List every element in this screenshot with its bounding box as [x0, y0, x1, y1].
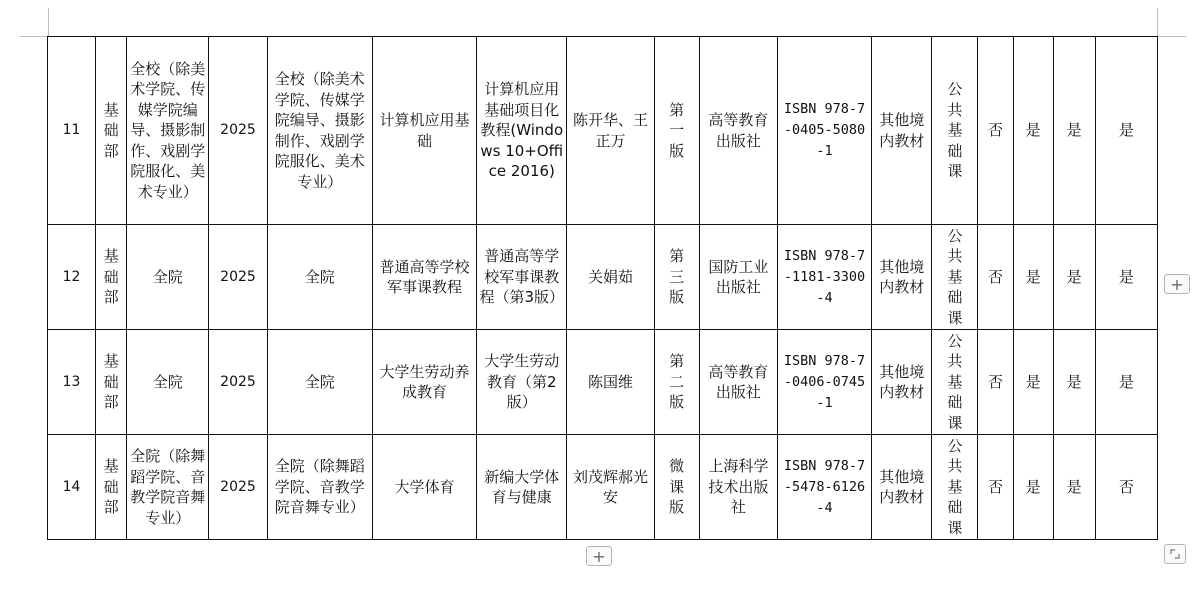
cell-category: 公共基础课	[947, 80, 963, 181]
table-row	[48, 225, 1158, 330]
cell-publisher: 上海科学技术出版社	[699, 435, 777, 540]
resize-corner-icon	[1169, 548, 1181, 560]
cell-no: 14	[48, 435, 96, 540]
cell-type: 其他境内教材	[872, 330, 932, 435]
cell-publisher: 高等教育出版社	[699, 37, 777, 225]
cell-flag-1: 否	[978, 435, 1013, 540]
cell-category: 公共基础课	[947, 226, 963, 327]
cell-flag-3: 是	[1053, 37, 1095, 225]
cell-applicable: 全院（除舞蹈学院、音教学院音舞专业）	[267, 435, 372, 540]
cell-year: 2025	[209, 225, 267, 330]
cell-flag-4: 是	[1095, 330, 1157, 435]
cell-isbn: ISBN 978-7-1181-3300-4	[777, 225, 871, 330]
cell-scope: 全院（除舞蹈学院、音教学院音舞专业）	[127, 435, 209, 540]
cell-scope: 全院	[127, 225, 209, 330]
cell-isbn: ISBN 978-7-0406-0745-1	[777, 330, 871, 435]
cell-applicable: 全校（除美术学院、传媒学院编导、摄影制作、戏剧学院服化、美术专业）	[267, 37, 372, 225]
page-corner-mark-top-right	[1157, 8, 1186, 37]
cell-dept: 基础部	[103, 457, 119, 517]
cell-year: 2025	[209, 37, 267, 225]
table-row	[48, 330, 1158, 435]
cell-publisher: 高等教育出版社	[699, 330, 777, 435]
plus-icon: +	[1170, 275, 1184, 294]
cell-year: 2025	[209, 330, 267, 435]
cell-applicable: 全院	[267, 330, 372, 435]
cell-textbook: 新编大学体育与健康	[477, 435, 567, 540]
cell-flag-1: 否	[978, 37, 1013, 225]
cell-no: 13	[48, 330, 96, 435]
cell-textbook: 计算机应用基础项目化教程(Windows 10+Office 2016)	[477, 37, 567, 225]
add-row-button[interactable]	[586, 546, 612, 566]
cell-course: 计算机应用基础	[372, 37, 476, 225]
cell-scope: 全院	[127, 330, 209, 435]
cell-course: 大学体育	[372, 435, 476, 540]
cell-flag-3: 是	[1053, 330, 1095, 435]
cell-edition: 第一版	[669, 100, 685, 160]
cell-type: 其他境内教材	[872, 435, 932, 540]
add-column-button[interactable]	[1164, 274, 1190, 294]
cell-authors: 关娟茹	[567, 225, 654, 330]
cell-authors: 陈国维	[567, 330, 654, 435]
cell-flag-2: 是	[1013, 37, 1053, 225]
cell-textbook: 大学生劳动教育（第2版）	[477, 330, 567, 435]
cell-course: 大学生劳动养成教育	[372, 330, 476, 435]
cell-dept: 基础部	[103, 247, 119, 307]
cell-textbook: 普通高等学校军事课教程（第3版）	[477, 225, 567, 330]
cell-dept: 基础部	[103, 352, 119, 412]
cell-dept: 基础部	[103, 100, 119, 160]
textbook-table	[47, 36, 1158, 540]
cell-publisher: 国防工业出版社	[699, 225, 777, 330]
cell-isbn: ISBN 978-7-5478-6126-4	[777, 435, 871, 540]
cell-flag-2: 是	[1013, 225, 1053, 330]
cell-isbn: ISBN 978-7-0405-5080-1	[777, 37, 871, 225]
cell-edition: 微课版	[669, 457, 685, 517]
cell-flag-1: 否	[978, 330, 1013, 435]
cell-flag-2: 是	[1013, 435, 1053, 540]
table-resize-handle[interactable]	[1164, 544, 1186, 564]
cell-authors: 刘茂辉郝光安	[567, 435, 654, 540]
cell-type: 其他境内教材	[872, 225, 932, 330]
cell-flag-4: 否	[1095, 435, 1157, 540]
table-row	[48, 435, 1158, 540]
cell-category: 公共基础课	[947, 436, 963, 537]
cell-edition: 第三版	[669, 247, 685, 307]
page-corner-mark-top-left	[20, 8, 49, 37]
cell-flag-4: 是	[1095, 37, 1157, 225]
cell-flag-3: 是	[1053, 435, 1095, 540]
cell-authors: 陈开华、王正万	[567, 37, 654, 225]
cell-no: 11	[48, 37, 96, 225]
cell-flag-1: 否	[978, 225, 1013, 330]
cell-flag-4: 是	[1095, 225, 1157, 330]
cell-no: 12	[48, 225, 96, 330]
cell-flag-2: 是	[1013, 330, 1053, 435]
table-row	[48, 37, 1158, 225]
cell-flag-3: 是	[1053, 225, 1095, 330]
cell-scope: 全校（除美术学院、传媒学院编导、摄影制作、戏剧学院服化、美术专业）	[127, 37, 209, 225]
cell-type: 其他境内教材	[872, 37, 932, 225]
cell-year: 2025	[209, 435, 267, 540]
cell-edition: 第二版	[669, 352, 685, 412]
plus-icon: +	[592, 547, 606, 566]
cell-category: 公共基础课	[947, 331, 963, 432]
cell-course: 普通高等学校军事课教程	[372, 225, 476, 330]
cell-applicable: 全院	[267, 225, 372, 330]
